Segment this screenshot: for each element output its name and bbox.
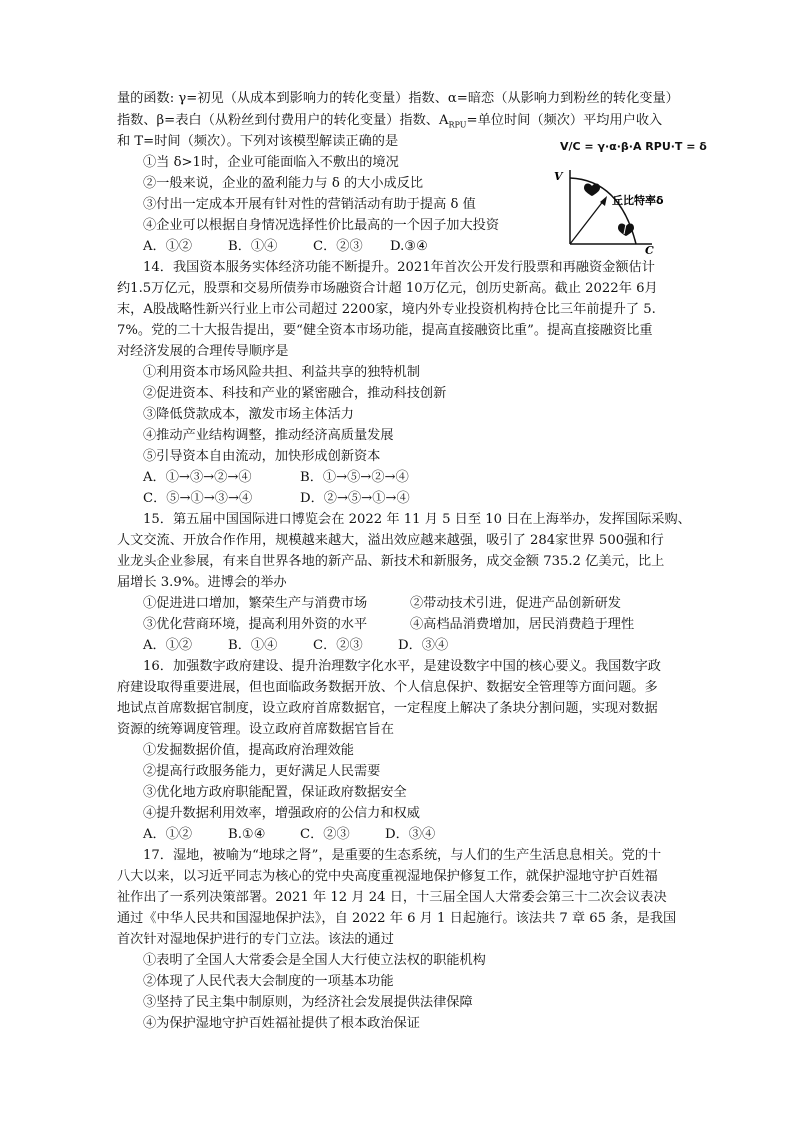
q13-item-2: ②一般来说，企业的盈利能力与 δ 的大小成反比 [143, 176, 424, 191]
ratio-line [570, 200, 604, 244]
q15-line-2: 人文交流、开放合作作用，规模越来越大，溢出效应越来越强，吸引了 284家世界 500强和行 [117, 533, 664, 548]
q13-option-b: B．①④ [228, 239, 278, 254]
q15-item-3: ③优化营商环境，提高利用外资的水平 [143, 617, 368, 632]
q17-line-5: 首次针对湿地保护进行的专门立法。该法的通过 [117, 932, 394, 947]
cupid-formula: V/C = γ·α·β·A RPU·T = δ [560, 140, 707, 153]
q16-option-c: C．②③ [300, 827, 350, 842]
q17-line-2: 八大以来，以习近平同志为核心的党中央高度重视湿地保护修复工作，就保护湿地守护百姓福 [117, 869, 658, 884]
q16-item-2: ②提高行政服务能力，更好满足人民需要 [143, 764, 381, 779]
q14-line-5: 对经济发展的合理传导顺序是 [117, 344, 289, 359]
intro-line-1: 量的函数: γ=初见（从成本到影响力的转化变量）指数、α=暗恋（从影响力到粉丝的转化变量） [117, 91, 679, 106]
q13-item-4: ④企业可以根据自身情况选择性价比最高的一个因子加大投资 [143, 218, 500, 233]
q17-item-4: ④为保护湿地守护百姓福祉提供了根本政治保证 [143, 1016, 420, 1031]
q14-option-b: B．①→⑤→②→④ [300, 470, 409, 485]
q14-line-4: 7%。党的二十大报告提出，要“健全资本市场功能，提高直接融资比重”。提高直接融资比重 [117, 323, 653, 338]
heart-icon [584, 184, 600, 196]
q14-option-d: D．②→⑤→①→④ [300, 491, 410, 506]
q13-option-a: A．①② [143, 239, 193, 254]
q16-line-4: 资源的统筹调度管理。设立政府首席数据官旨在 [117, 722, 394, 737]
intro-line-2-sub: RPU [448, 120, 467, 130]
q17-line-3: 祉作出了一系列决策部署。2021 年 12 月 24 日，十三届全国人大常委会第三十二次会议表决 [117, 890, 667, 905]
q15-item-4: ④高档品消费增加，居民消费趋于理性 [410, 617, 635, 632]
q15-item-1: ①促进进口增加，繁荣生产与消费市场 [143, 596, 368, 611]
q15-line-1: 15．第五届中国国际进口博览会在 2022 年 11 月 5 日至 10 日在上海举办，发挥国际采购、 [143, 512, 691, 527]
q16-item-1: ①发掘数据价值，提高政府治理效能 [143, 743, 354, 758]
q13-option-c: C．②③ [313, 239, 363, 254]
cupid-rate-label: 丘比特率δ [612, 194, 664, 207]
q15-option-c: C．②③ [313, 638, 363, 653]
q15-line-4: 届增长 3.9%。进博会的举办 [117, 575, 287, 590]
q14-line-2: 约1.5万亿元，股票和交易所债券市场融资合计超 10万亿元，创历史新高。截止 2022年 6月 [117, 281, 658, 296]
cupid-rate-figure [552, 160, 692, 255]
q17-line-1: 17．湿地，被喻为“地球之肾”，是重要的生态系统，与人们的生产生活息息相关。党的十 [143, 848, 662, 863]
intro-line-2-end: =单位时间（频次）平均用户收入 [466, 113, 663, 128]
q15-item-2: ②带动技术引进，促进产品创新研发 [410, 596, 621, 611]
q15-option-d: D．③④ [398, 638, 449, 653]
q13-item-1: ①当 δ>1时，企业可能面临入不敷出的境况 [143, 155, 399, 170]
q17-line-4: 通过《中华人民共和国湿地保护法》，自 2022 年 6 月 1 日起施行。该法共 7 章 65 条，是我国 [117, 911, 677, 926]
q14-item-2: ②促进资本、科技和产业的紧密融合，推动科技创新 [143, 386, 447, 401]
q16-line-2: 府建设取得重要进展，但也面临政务数据开放、个人信息保护、数据安全管理等方面问题。多 [117, 680, 658, 695]
q16-line-3: 地试点首席数据官制度，设立政府首席数据官，一定程度上解决了条块分割问题，实现对数据 [117, 701, 658, 716]
q13-item-3: ③付出一定成本开展有针对性的营销活动有助于提高 δ 值 [143, 197, 476, 212]
c-axis-label: C [645, 244, 654, 255]
q15-option-b: B．①④ [228, 638, 278, 653]
q14-line-1: 14．我国资本服务实体经济功能不断提升。2021年首次公开发行股票和再融资金额估计 [143, 260, 655, 275]
q14-item-4: ④推动产业结构调整，推动经济高质量发展 [143, 428, 394, 443]
q17-item-1: ①表明了全国人大常委会是全国人大行使立法权的职能机构 [143, 953, 486, 968]
q15-line-3: 业龙头企业参展，有来自世界各地的新产品、新技术和新服务，成交金额 735.2 亿美元，比上 [117, 554, 665, 569]
q14-option-c: C．⑤→①→③→④ [143, 491, 253, 506]
q16-line-1: 16．加强数字政府建设、提升治理数字化水平，是建设数字中国的核心要义。我国数字政 [143, 659, 661, 674]
q14-line-3: 末，A股战略性新兴行业上市公司超过 2200家，境内外专业投资机构持仓比三年前提升了 5. [117, 302, 656, 317]
v-axis-label: V [554, 170, 563, 183]
q17-item-2: ②体现了人民代表大会制度的一项基本功能 [143, 974, 394, 989]
q15-option-a: A．①② [143, 638, 193, 653]
q16-item-4: ④提升数据利用效率，增强政府的公信力和权威 [143, 806, 420, 821]
q14-item-1: ①利用资本市场风险共担、利益共享的独特机制 [143, 365, 420, 380]
q16-option-b: B.①④ [228, 827, 266, 842]
q16-option-d: D．③④ [385, 827, 436, 842]
q14-item-3: ③降低贷款成本，激发市场主体活力 [143, 407, 354, 422]
q13-option-d: D.③④ [390, 239, 428, 254]
intro-line-3: 和 T=时间（频次）。下列对该模型解读正确的是 [117, 134, 399, 149]
intro-line-2-text: 指数、β=表白（从粉丝到付费用户的转化变量）指数、A [117, 113, 449, 128]
q14-option-a: A．①→③→②→④ [143, 470, 252, 485]
q17-item-3: ③坚持了民主集中制原则，为经济社会发展提供法律保障 [143, 995, 473, 1010]
q16-item-3: ③优化地方政府职能配置，保证政府数据安全 [143, 785, 407, 800]
q14-item-5: ⑤引导资本自由流动，加快形成创新资本 [143, 449, 381, 464]
q16-option-a: A．①② [143, 827, 193, 842]
